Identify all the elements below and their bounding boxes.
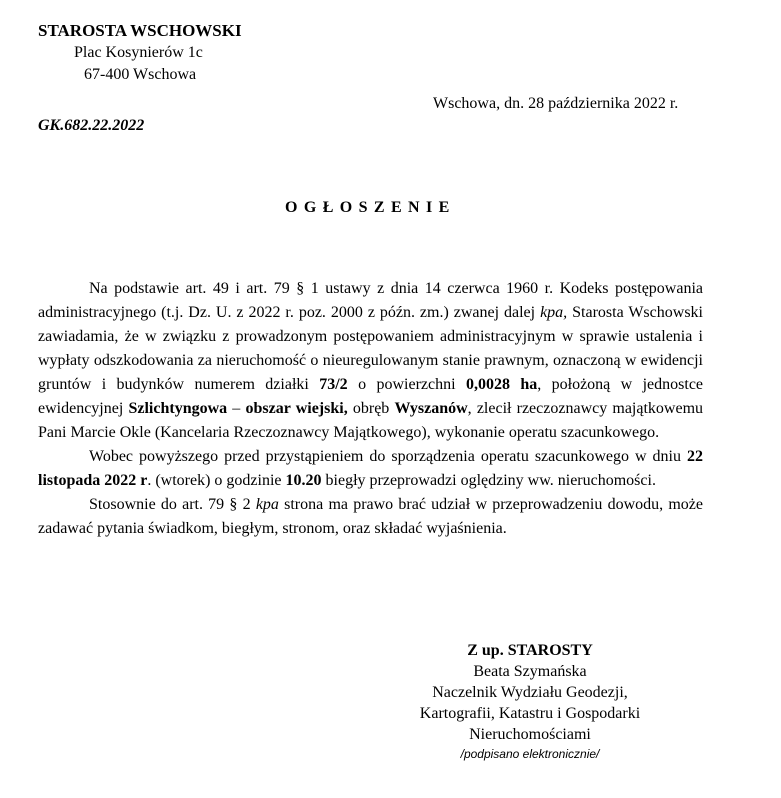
italic-text: kpa xyxy=(255,496,279,513)
place-and-date: Wschowa, dn. 28 października 2022 r. xyxy=(433,95,679,112)
signature-heading: Z up. STAROSTY xyxy=(467,642,593,659)
text-segment: Wobec powyższego przed przystąpieniem do sporządzenia operatu szacunkowego w dniu xyxy=(89,448,687,465)
text-segment: o powierzchni xyxy=(347,376,466,393)
emphasized-text: 0,0028 ha xyxy=(465,376,538,393)
signatory-name: Beata Szymańska xyxy=(473,663,587,680)
text-segment: , położoną w jednostce ewidencyjnej xyxy=(38,376,704,417)
text-segment: Stosownie do art. 79 § 2 xyxy=(89,496,256,513)
sender-address-street: Plac Kosynierów 1c xyxy=(74,44,203,61)
sender-address-city: 67-400 Wschowa xyxy=(84,66,197,83)
announcement-body xyxy=(38,277,703,541)
signatory-position-line: Naczelnik Wydziału Geodezji, xyxy=(432,684,628,701)
reference-number: GK.682.22.2022 xyxy=(38,117,145,134)
electronic-signature-note: /podpisano elektronicznie/ xyxy=(460,747,600,761)
text-segment: – xyxy=(227,400,246,417)
italic-text: kpa, xyxy=(540,304,568,321)
paragraph-2 xyxy=(38,445,703,493)
text-segment: , zlecił rzeczoznawcy majątkowemu Pani Marcie Okle (Kancelaria Rzeczoznawcy Majątkowego), wykonanie operatu szacunkowego. xyxy=(38,400,704,441)
emphasized-text: Wyszanów xyxy=(394,400,468,417)
paragraph-1 xyxy=(38,277,703,445)
paragraph-3 xyxy=(38,493,703,541)
text-segment: . (wtorek) o godzinie xyxy=(147,472,286,489)
emphasized-text: obszar wiejski, xyxy=(245,400,348,417)
text-segment: biegły przeprowadzi oględziny ww. nieruchomości. xyxy=(321,472,656,489)
emphasized-text: 22 listopada 2022 r xyxy=(38,448,703,489)
text-segment: Starosta Wschowski zawiadamia, że w związku z prowadzonym postępowaniem administracyjnym w sprawie ustalenia i wypłaty odszkodowania za nieruchomość o nieuregulowanym stanie prawnym, oznaczoną w ewidencji gruntów i budynków numerem działki xyxy=(38,304,703,393)
signature-block xyxy=(380,640,680,763)
text-segment: obręb xyxy=(347,400,395,417)
emphasized-text: Szlichtyngowa xyxy=(128,400,228,417)
emphasized-text: 10.20 xyxy=(285,472,322,489)
sender-block xyxy=(38,20,242,86)
signatory-position-line: Kartografii, Katastru i Gospodarki xyxy=(419,705,641,722)
document-title: OGŁOSZENIE xyxy=(285,199,456,216)
text-segment: strona ma prawo brać udział w przeprowadzeniu dowodu, może zadawać pytania świadkom, biegłym, stronom, oraz składać wyjaśnienia. xyxy=(38,496,703,537)
text-segment: Na podstawie art. 49 i art. 79 § 1 ustawy z dnia 14 czerwca 1960 r. Kodeks postępowania administracyjnego (t.j. Dz. U. z 2022 r. poz. 2000 z późn. zm.) zwanej dalej xyxy=(38,280,703,321)
emphasized-text: 73/2 xyxy=(319,376,348,393)
signatory-position-line: Nieruchomościami xyxy=(469,726,591,743)
sender-organization: STAROSTA WSCHOWSKI xyxy=(38,21,242,40)
